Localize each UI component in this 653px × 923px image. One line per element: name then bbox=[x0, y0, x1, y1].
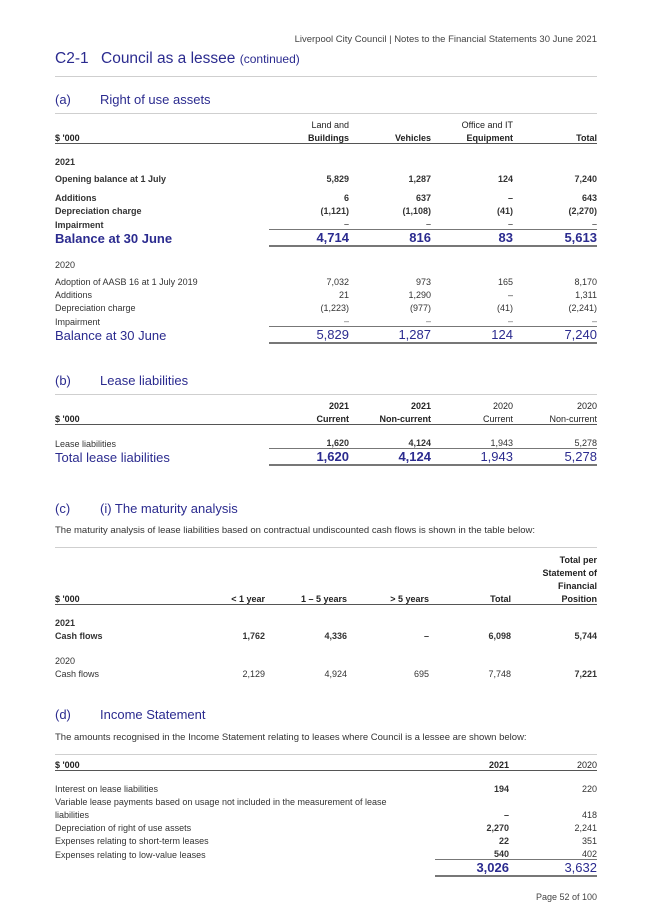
section-a-heading bbox=[55, 92, 211, 107]
section-title: (i) The maturity analysis bbox=[100, 501, 238, 516]
table-row: Additions 21 1,290 – 1,311 bbox=[55, 290, 597, 300]
section-d-heading bbox=[55, 707, 206, 722]
unit-label: $ '000 bbox=[55, 411, 269, 425]
year-label: 2021 bbox=[55, 157, 76, 167]
balance-row: Balance at 30 June 4,714 816 83 5,613 bbox=[55, 230, 597, 246]
column-header: Office and IT bbox=[461, 120, 513, 130]
section-label: (b) bbox=[55, 373, 71, 388]
table-row: Interest on lease liabilities 194 220 bbox=[55, 784, 597, 794]
table-row: Adoption of AASB 16 at 1 July 2019 7,032 973 165 8,170 bbox=[55, 277, 597, 287]
balance-row: Balance at 30 June 5,829 1,287 124 7,240 bbox=[55, 327, 597, 343]
column-header: Land and bbox=[311, 120, 349, 130]
table-row: Additions 6 637 – 643 bbox=[55, 193, 597, 203]
section-c-heading bbox=[55, 501, 238, 516]
divider bbox=[55, 76, 597, 77]
table-header-row: $ '000 < 1 year 1 – 5 years > 5 years Total Position bbox=[55, 591, 597, 605]
column-header: Buildings bbox=[269, 130, 349, 144]
note-title: Council as a lessee bbox=[101, 50, 236, 67]
table-row: liabilities – 418 bbox=[55, 810, 597, 820]
table-row: Depreciation charge (1,121) (1,108) (41) (2,270) bbox=[55, 206, 597, 216]
table-row: Lease liabilities 1,620 4,124 1,943 5,278 bbox=[55, 438, 597, 449]
note-title-suffix: (continued) bbox=[239, 52, 300, 66]
year-label: 2020 bbox=[55, 656, 76, 666]
table-header-row: $ '000 2021 2020 bbox=[55, 757, 597, 771]
divider bbox=[55, 394, 597, 395]
table-row: Impairment – – – – bbox=[55, 316, 597, 327]
column-header: Vehicles bbox=[349, 130, 431, 144]
table-header-row: $ '000 Current Non-current Current Non-current bbox=[55, 411, 597, 425]
section-title: Lease liabilities bbox=[100, 373, 189, 388]
table-row: Opening balance at 1 July 5,829 1,287 124 7,240 bbox=[55, 174, 597, 184]
table-row: Expenses relating to low-value leases 540 402 bbox=[55, 849, 597, 860]
section-b-heading bbox=[55, 373, 188, 388]
table-header-row bbox=[55, 130, 597, 144]
lease-liabilities-table bbox=[55, 398, 597, 466]
table-row: Impairment – – – – bbox=[55, 219, 597, 230]
column-header: Statement of bbox=[542, 568, 597, 578]
table-header-row bbox=[55, 117, 597, 130]
unit-label: $ '000 bbox=[55, 757, 435, 771]
year-label: 2020 bbox=[55, 260, 76, 270]
divider bbox=[55, 113, 597, 114]
table-row: Depreciation of right of use assets 2,270 2,241 bbox=[55, 823, 597, 833]
total-row: Total lease liabilities 1,620 4,124 1,943 5,278 bbox=[55, 449, 597, 465]
unit-label: $ '000 bbox=[55, 591, 185, 605]
section-label: (a) bbox=[55, 92, 71, 107]
note-number: C2-1 bbox=[55, 50, 89, 67]
table-row: Expenses relating to short-term leases 22 351 bbox=[55, 836, 597, 846]
section-c-intro: The maturity analysis of lease liabilities based on contractual undiscounted cash flows is shown in the table below: bbox=[55, 525, 536, 536]
section-label: (c) bbox=[55, 501, 71, 516]
maturity-analysis-table bbox=[55, 552, 597, 679]
section-label: (d) bbox=[55, 707, 71, 722]
column-header: Total bbox=[513, 130, 597, 144]
total-row: 3,026 3,632 bbox=[55, 860, 597, 877]
divider bbox=[55, 547, 597, 548]
page-title bbox=[55, 50, 300, 68]
table-row: Cash flows 1,762 4,336 – 6,098 5,744 bbox=[55, 631, 597, 641]
page-header: Liverpool City Council | Notes to the Financial Statements 30 June 2021 bbox=[294, 34, 597, 45]
unit-label: $ '000 bbox=[55, 130, 269, 144]
table-header-row: 2021 2021 2020 2020 bbox=[328, 401, 597, 411]
section-title: Right of use assets bbox=[100, 92, 211, 107]
right-of-use-assets-table bbox=[55, 117, 597, 344]
column-header: Equipment bbox=[431, 130, 513, 144]
column-header: Total per bbox=[559, 555, 597, 565]
table-row: Depreciation charge (1,223) (977) (41) (2,241) bbox=[55, 303, 597, 313]
table-row: Cash flows 2,129 4,924 695 7,748 7,221 bbox=[55, 669, 597, 679]
year-label: 2021 bbox=[55, 618, 76, 628]
column-header: Financial bbox=[557, 581, 597, 591]
page-number: Page 52 of 100 bbox=[535, 892, 597, 902]
section-title: Income Statement bbox=[100, 707, 206, 722]
section-d-intro: The amounts recognised in the Income Statement relating to leases where Council is a lessee are shown below: bbox=[55, 732, 527, 743]
divider bbox=[55, 754, 597, 755]
table-row: Variable lease payments based on usage not included in the measurement of lease bbox=[55, 797, 387, 807]
income-statement-table bbox=[55, 757, 597, 877]
